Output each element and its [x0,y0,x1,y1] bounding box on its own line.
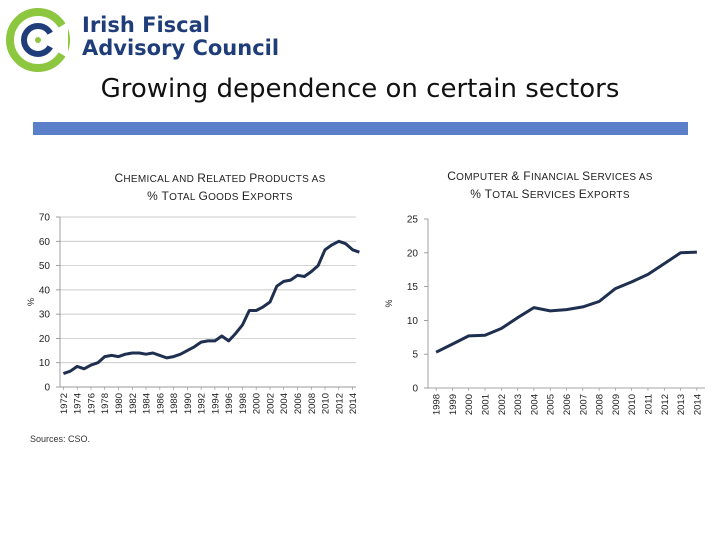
y-tick-label: 10 [406,315,418,327]
x-tick-label: 1974 [72,393,84,415]
x-tick-label: 2003 [513,394,525,416]
y-tick-label: 70 [38,212,50,224]
x-tick-label: 2008 [594,394,606,416]
x-tick-label: 2012 [659,394,671,416]
x-tick-label: 1992 [196,393,208,415]
page-title: Growing dependence on certain sectors [100,74,620,104]
x-tick-label: 2006 [562,394,573,416]
x-tick-label: 2000 [251,393,263,415]
x-tick-label: 2004 [529,394,541,416]
x-tick-label: 2002 [496,394,508,416]
x-tick-label: 2011 [643,394,655,415]
y-tick-label: 15 [406,282,418,294]
x-tick-label: 2010 [320,393,332,415]
y-tick-label: 10 [38,358,50,370]
x-tick-label: 2000 [464,394,476,416]
x-tick-label: 2014 [348,393,360,415]
x-tick-label: 2010 [627,394,639,416]
y-axis-label: % [26,297,36,307]
x-tick-label: 1986 [155,393,167,415]
x-tick-label: 1998 [237,393,249,415]
y-tick-label: 50 [38,261,50,273]
x-tick-label: 2006 [292,393,304,415]
x-tick-label: 1982 [127,393,139,415]
y-tick-label: 60 [38,236,50,248]
x-tick-label: 1988 [169,393,181,415]
org-name-line2: Advisory Council [82,36,280,60]
y-tick-label: 30 [38,309,50,321]
chart-title-line: COMPUTER & FINANCIAL SERVICES AS [447,169,653,183]
chart-title-line: % TOTAL SERVICES EXPORTS [470,187,630,201]
x-tick-label: 1999 [447,394,459,416]
x-tick-label: 1998 [431,394,443,416]
x-tick-label: 2007 [578,394,590,416]
x-tick-label: 1976 [86,393,98,415]
x-tick-label: 2012 [334,393,346,415]
y-tick-label: 20 [38,333,50,345]
x-tick-label: 2004 [279,393,291,415]
x-tick-label: 2008 [306,393,318,415]
x-tick-label: 1978 [100,393,112,415]
x-tick-label: 1990 [182,393,194,415]
x-tick-label: 1996 [224,393,236,415]
y-tick-label: 5 [412,349,418,361]
y-tick-label: 40 [38,285,50,297]
y-axis-label: % [384,299,394,308]
x-tick-label: 1972 [58,393,70,415]
y-tick-label: 0 [44,382,50,394]
x-tick-label: 2009 [610,394,622,416]
x-tick-label: 2005 [545,394,557,416]
x-tick-label: 1994 [210,393,222,415]
series-line [63,241,359,373]
org-name-line1: Irish Fiscal [82,13,210,37]
x-tick-label: 1984 [141,393,153,415]
y-tick-label: 20 [406,248,418,260]
x-tick-label: 2001 [480,394,492,416]
chart-title-line: % TOTAL GOODS EXPORTS [147,189,293,203]
series-line [436,252,697,352]
x-tick-label: 2002 [265,393,277,415]
source-note: Sources: CSO. [30,434,91,444]
y-tick-label: 0 [412,383,418,395]
x-tick-label: 2013 [676,394,688,416]
x-tick-label: 2014 [692,394,704,416]
chart-title-line: CHEMICAL AND RELATED PRODUCTS AS [114,171,326,185]
x-tick-label: 1980 [114,393,126,415]
y-tick-label: 25 [406,214,418,226]
